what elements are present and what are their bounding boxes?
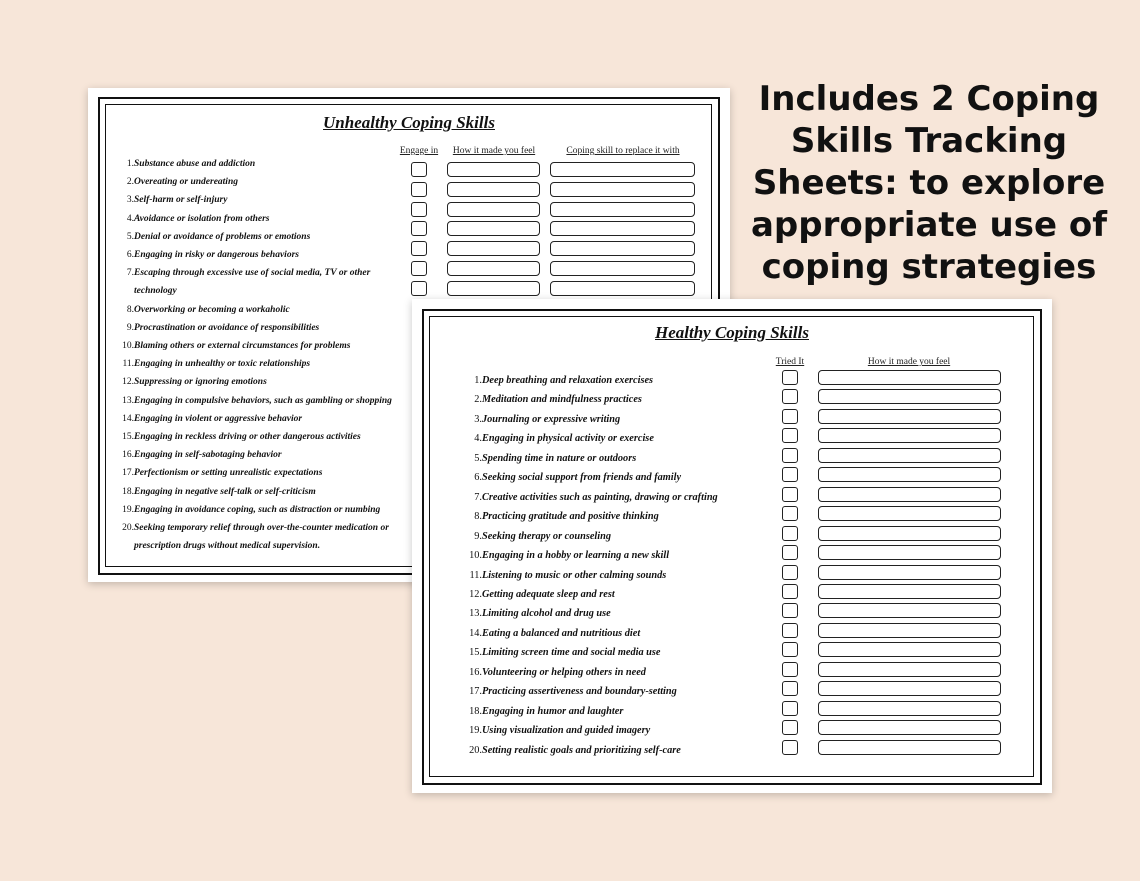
feeling-field[interactable] bbox=[818, 487, 1001, 502]
item-text: Procrastination or avoidance of responsibilities bbox=[134, 322, 320, 333]
list-item bbox=[464, 375, 653, 386]
item-text: Blaming others or external circumstances for problems bbox=[134, 341, 351, 351]
list-item bbox=[118, 468, 322, 478]
sheet-title: Unhealthy Coping Skills bbox=[323, 113, 495, 132]
item-text: Engaging in physical activity or exercise bbox=[482, 433, 654, 445]
item-number: 19. bbox=[122, 504, 134, 515]
item-text: Engaging in risky or dangerous behaviors bbox=[134, 250, 299, 260]
list-item bbox=[464, 628, 640, 639]
item-text: Limiting alcohol and drug use bbox=[482, 608, 611, 620]
item-text: Creative activities such as painting, drawing or crafting bbox=[482, 491, 718, 503]
item-number: 20. bbox=[469, 744, 482, 756]
tried-it-checkbox[interactable] bbox=[782, 662, 798, 677]
item-number: 14. bbox=[122, 413, 134, 424]
item-text: Suppressing or ignoring emotions bbox=[134, 377, 267, 388]
list-item bbox=[464, 453, 636, 464]
item-text: Engaging in negative self-talk or self-criticism bbox=[134, 486, 316, 497]
item-text: Meditation and mindfulness practices bbox=[482, 394, 642, 406]
engage-in-checkbox[interactable] bbox=[411, 261, 427, 276]
list-item bbox=[118, 195, 227, 205]
tried-it-checkbox[interactable] bbox=[782, 526, 798, 541]
item-number: 6. bbox=[474, 472, 482, 484]
feeling-field[interactable] bbox=[818, 642, 1001, 657]
item-text: Journaling or expressive writing bbox=[482, 413, 621, 425]
item-number: 5. bbox=[474, 452, 482, 464]
item-text: Eating a balanced and nutritious diet bbox=[482, 627, 641, 639]
tried-it-checkbox[interactable] bbox=[782, 603, 798, 618]
feeling-field[interactable] bbox=[818, 409, 1001, 424]
list-item bbox=[118, 359, 310, 369]
item-text: Seeking therapy or counseling bbox=[482, 530, 612, 542]
item-text: Engaging in humor and laughter bbox=[482, 705, 624, 717]
feeling-field[interactable] bbox=[818, 720, 1001, 735]
item-text: Substance abuse and addiction bbox=[134, 159, 256, 169]
feeling-field[interactable] bbox=[447, 221, 540, 236]
headline-line: Includes 2 Coping bbox=[758, 79, 1100, 119]
replacement-skill-field[interactable] bbox=[550, 281, 695, 296]
item-number: 3. bbox=[126, 195, 134, 206]
tried-it-checkbox[interactable] bbox=[782, 701, 798, 716]
tried-it-checkbox[interactable] bbox=[782, 740, 798, 755]
list-item bbox=[118, 341, 350, 351]
item-number: 5. bbox=[126, 231, 134, 242]
column-how-it-made-you-feel: How it made you feel bbox=[452, 146, 536, 156]
feeling-field[interactable] bbox=[447, 241, 540, 256]
item-number: 9. bbox=[474, 530, 482, 542]
list-item bbox=[464, 433, 654, 444]
list-item bbox=[118, 323, 319, 333]
feeling-field[interactable] bbox=[818, 428, 1001, 443]
item-text: Overeating or undereating bbox=[134, 177, 238, 188]
item-number: 7. bbox=[474, 491, 482, 503]
tried-it-checkbox[interactable] bbox=[782, 545, 798, 560]
item-number: 1. bbox=[474, 375, 482, 386]
feeling-field[interactable] bbox=[818, 681, 1001, 696]
feeling-field[interactable] bbox=[447, 202, 540, 217]
item-number: 17. bbox=[469, 686, 482, 698]
item-text: Engaging in reckless driving or other dangerous activities bbox=[134, 432, 361, 442]
list-item bbox=[464, 531, 611, 542]
item-text: Volunteering or helping others in need bbox=[482, 666, 646, 678]
tried-it-checkbox[interactable] bbox=[782, 448, 798, 463]
list-item bbox=[464, 550, 669, 561]
feeling-field[interactable] bbox=[818, 701, 1001, 716]
item-text: Limiting screen time and social media use bbox=[482, 647, 661, 659]
tried-it-checkbox[interactable] bbox=[782, 409, 798, 424]
replacement-skill-field[interactable] bbox=[550, 202, 695, 217]
item-number: 20. bbox=[122, 523, 134, 533]
item-text: Engaging in self-sabotaging behavior bbox=[134, 450, 282, 461]
feeling-field[interactable] bbox=[818, 623, 1001, 638]
item-text: Engaging in violent or aggressive behavior bbox=[134, 413, 303, 424]
feeling-field[interactable] bbox=[818, 545, 1001, 560]
feeling-field[interactable] bbox=[447, 261, 540, 276]
list-item bbox=[464, 667, 646, 678]
item-number: 12. bbox=[469, 588, 482, 600]
headline-line: coping strategies bbox=[761, 247, 1097, 287]
list-item bbox=[464, 511, 659, 522]
list-item bbox=[464, 647, 660, 658]
list-item bbox=[464, 472, 681, 483]
item-text: Practicing assertiveness and boundary-setting bbox=[482, 686, 677, 698]
healthy-coping-sheet bbox=[412, 299, 1052, 793]
feeling-field[interactable] bbox=[818, 584, 1001, 599]
item-text: Practicing gratitude and positive thinking bbox=[482, 511, 659, 523]
list-item bbox=[464, 608, 611, 619]
item-text: Deep breathing and relaxation exercises bbox=[482, 375, 654, 386]
item-number: 18. bbox=[469, 705, 482, 717]
list-item bbox=[464, 570, 666, 581]
item-number: 8. bbox=[126, 304, 134, 315]
column-how-it-made-you-feel: How it made you feel bbox=[867, 357, 951, 367]
headline-line: Sheets: to explore bbox=[752, 163, 1106, 203]
list-item bbox=[464, 394, 642, 405]
tried-it-checkbox[interactable] bbox=[782, 467, 798, 482]
tried-it-checkbox[interactable] bbox=[782, 681, 798, 696]
tried-it-checkbox[interactable] bbox=[782, 720, 798, 735]
item-text: Denial or avoidance of problems or emotions bbox=[134, 231, 311, 242]
tried-it-checkbox[interactable] bbox=[782, 623, 798, 638]
item-number: 18. bbox=[122, 486, 134, 497]
list-item bbox=[118, 414, 302, 424]
tried-it-checkbox[interactable] bbox=[782, 389, 798, 404]
item-text: Getting adequate sleep and rest bbox=[482, 588, 615, 600]
item-number: 4. bbox=[474, 433, 482, 445]
item-number: 12. bbox=[122, 377, 134, 388]
item-text: Seeking temporary relief through over-the-counter medication or bbox=[134, 523, 389, 533]
item-number: 17. bbox=[122, 468, 134, 479]
item-text-continued: technology bbox=[134, 286, 177, 297]
engage-in-checkbox[interactable] bbox=[411, 241, 427, 256]
feeling-field[interactable] bbox=[818, 740, 1001, 755]
item-number: 1. bbox=[126, 159, 134, 169]
item-number: 15. bbox=[469, 647, 482, 659]
feeling-field[interactable] bbox=[818, 506, 1001, 521]
list-item bbox=[464, 725, 650, 736]
replacement-skill-field[interactable] bbox=[550, 241, 695, 256]
list-item bbox=[118, 268, 370, 278]
headline-line: Skills Tracking bbox=[790, 121, 1068, 161]
engage-in-checkbox[interactable] bbox=[411, 182, 427, 197]
item-number: 10. bbox=[122, 341, 134, 351]
column-tried-it: Tried It bbox=[775, 357, 805, 367]
item-text-continued: prescription drugs without medical supervision. bbox=[134, 541, 321, 552]
list-item bbox=[118, 159, 255, 169]
list-item bbox=[118, 505, 380, 515]
list-item bbox=[118, 377, 267, 387]
engage-in-checkbox[interactable] bbox=[411, 202, 427, 217]
list-item bbox=[118, 450, 282, 460]
feeling-field[interactable] bbox=[447, 182, 540, 197]
column-coping-skill-replace: Coping skill to replace it with bbox=[566, 146, 680, 156]
item-text: Self-harm or self-injury bbox=[134, 195, 228, 206]
feeling-field[interactable] bbox=[818, 370, 1001, 385]
item-number: 16. bbox=[469, 666, 482, 678]
tried-it-checkbox[interactable] bbox=[782, 370, 798, 385]
list-item bbox=[118, 177, 238, 187]
list-item bbox=[118, 523, 389, 533]
item-number: 2. bbox=[126, 177, 134, 188]
item-number: 11. bbox=[469, 569, 482, 581]
item-number: 11. bbox=[122, 359, 134, 370]
list-item bbox=[464, 492, 718, 503]
tried-it-checkbox[interactable] bbox=[782, 487, 798, 502]
sheet-title: Healthy Coping Skills bbox=[655, 323, 809, 342]
list-item bbox=[464, 745, 681, 756]
item-number: 15. bbox=[122, 432, 134, 442]
item-text: Escaping through excessive use of social media, TV or other bbox=[134, 268, 371, 279]
list-item bbox=[118, 232, 310, 242]
item-number: 6. bbox=[126, 250, 134, 260]
item-text: Using visualization and guided imagery bbox=[482, 725, 651, 737]
item-text: Listening to music or other calming sounds bbox=[482, 569, 667, 581]
feeling-field[interactable] bbox=[818, 389, 1001, 404]
item-number: 2. bbox=[474, 394, 482, 406]
item-number: 10. bbox=[469, 550, 482, 562]
list-item bbox=[118, 487, 316, 497]
list-item bbox=[118, 214, 269, 224]
list-item bbox=[464, 706, 623, 717]
tried-it-checkbox[interactable] bbox=[782, 506, 798, 521]
tried-it-checkbox[interactable] bbox=[782, 584, 798, 599]
item-number: 19. bbox=[469, 725, 482, 737]
feeling-field[interactable] bbox=[818, 467, 1001, 482]
list-item bbox=[118, 250, 299, 260]
engage-in-checkbox[interactable] bbox=[411, 221, 427, 236]
tried-it-checkbox[interactable] bbox=[782, 642, 798, 657]
replacement-skill-field[interactable] bbox=[550, 162, 695, 177]
item-number: 7. bbox=[126, 268, 134, 279]
item-text: Spending time in nature or outdoors bbox=[482, 452, 637, 464]
list-item bbox=[118, 305, 290, 315]
replacement-skill-field[interactable] bbox=[550, 221, 695, 236]
item-text: Engaging in a hobby or learning a new skill bbox=[482, 550, 670, 562]
item-number: 16. bbox=[122, 450, 134, 461]
item-number: 9. bbox=[126, 322, 134, 333]
item-number: 14. bbox=[469, 627, 482, 639]
list-item bbox=[118, 396, 392, 406]
headline bbox=[740, 78, 1118, 288]
item-number: 8. bbox=[474, 511, 482, 523]
item-text: Perfectionism or setting unrealistic expectations bbox=[134, 468, 323, 479]
feeling-field[interactable] bbox=[447, 162, 540, 177]
list-item bbox=[118, 432, 361, 442]
item-text: Overworking or becoming a workaholic bbox=[134, 304, 290, 315]
item-number: 3. bbox=[474, 413, 482, 425]
item-text: Engaging in avoidance coping, such as distraction or numbing bbox=[134, 504, 381, 515]
replacement-skill-field[interactable] bbox=[550, 182, 695, 197]
item-text: Setting realistic goals and prioritizing self-care bbox=[482, 744, 681, 756]
list-item bbox=[464, 589, 615, 600]
item-text: Engaging in unhealthy or toxic relationships bbox=[134, 359, 311, 370]
feeling-field[interactable] bbox=[818, 603, 1001, 618]
tried-it-checkbox[interactable] bbox=[782, 565, 798, 580]
item-text: Engaging in compulsive behaviors, such as gambling or shopping bbox=[134, 395, 392, 406]
engage-in-checkbox[interactable] bbox=[411, 281, 427, 296]
column-engage-in: Engage in bbox=[399, 146, 439, 156]
list-item bbox=[464, 414, 620, 425]
list-item bbox=[464, 686, 677, 697]
feeling-field[interactable] bbox=[818, 565, 1001, 580]
headline-line: appropriate use of bbox=[750, 205, 1108, 245]
feeling-field[interactable] bbox=[818, 662, 1001, 677]
feeling-field[interactable] bbox=[447, 281, 540, 296]
item-text: Seeking social support from friends and family bbox=[482, 472, 682, 484]
tried-it-checkbox[interactable] bbox=[782, 428, 798, 443]
feeling-field[interactable] bbox=[818, 448, 1001, 463]
engage-in-checkbox[interactable] bbox=[411, 162, 427, 177]
item-number: 4. bbox=[126, 213, 134, 224]
item-text: Avoidance or isolation from others bbox=[134, 213, 270, 224]
item-number: 13. bbox=[469, 608, 482, 620]
item-number: 13. bbox=[122, 395, 134, 406]
replacement-skill-field[interactable] bbox=[550, 261, 695, 276]
feeling-field[interactable] bbox=[818, 526, 1001, 541]
